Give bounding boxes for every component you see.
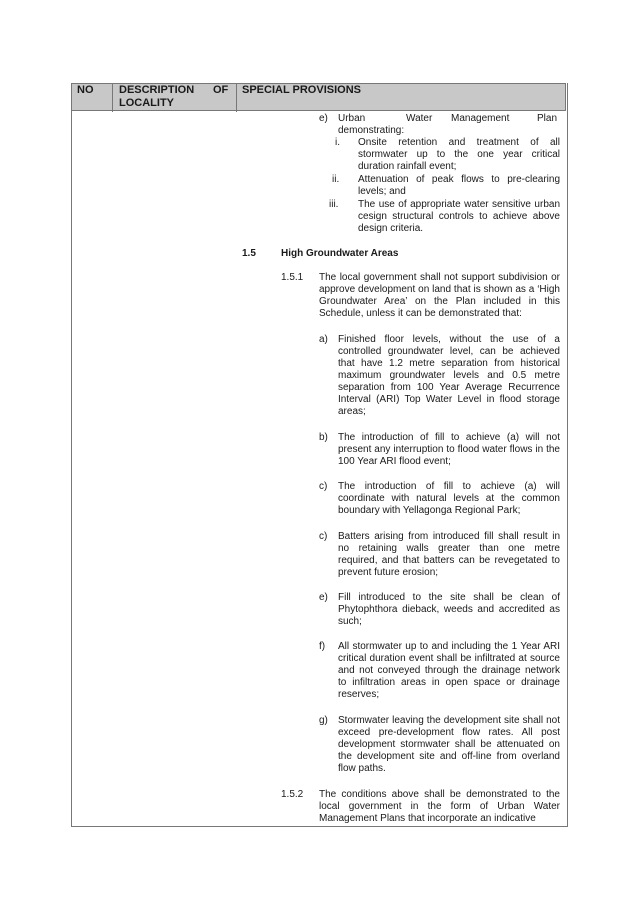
item-word: Plan — [537, 113, 558, 124]
item-text: Stormwater leaving the development site shall not exceed pre-development flow rates. All post development stormwater shall be attenuated on the development site and off-line from overland flow paths. — [338, 715, 560, 774]
item-text: All stormwater up to and including the 1 Year ARI critical duration event shall be infiltrated at source and not conveyed through the drainage network to infiltration areas in open space or drainage reserves; — [338, 641, 560, 700]
subitem-label: ii. — [332, 174, 340, 185]
item-text: demonstrating: — [338, 125, 405, 136]
item-label: e) — [319, 113, 328, 124]
section-title: High Groundwater Areas — [281, 248, 399, 259]
column-divider — [236, 83, 237, 112]
clause-number: 1.5.1 — [281, 272, 304, 283]
header-locality: LOCALITY — [119, 97, 174, 109]
header-special-provisions: SPECIAL PROVISIONS — [242, 84, 361, 96]
subitem-text: The use of appropriate water sensitive urban cesign structural controls to achieve above design criteria. — [358, 199, 560, 234]
header-no: NO — [77, 84, 94, 96]
subitem-text: Onsite retention and treatment of all stormwater up to the one year critical duration rainfall event; — [358, 137, 560, 172]
item-text: Finished floor levels, without the use of a controlled groundwater level, can be achieved that have 1.2 metre separation from historical maximum groundwater levels and 0.5 metre separation from 100 Year Average Recurrence Interval (ARI) Top Water Level in flood storage areas; — [338, 334, 560, 417]
item-label: c) — [319, 481, 328, 492]
item-text: The introduction of fill to achieve (a) will coordinate with natural levels at the common boundary with Yellagonga Regional Park; — [338, 481, 560, 516]
header-description: DESCRIPTION — [119, 84, 195, 96]
item-text: Fill introduced to the site shall be clean of Phytophthora dieback, weeds and accredited as such; — [338, 592, 560, 627]
item-label: e) — [319, 592, 328, 603]
subitem-label: iii. — [329, 199, 339, 210]
item-word: Management — [451, 113, 510, 124]
item-word: Urban — [338, 113, 366, 124]
clause-text: The local government shall not support subdivision or approve development on land that is shown as a ‘High Groundwater Area’ on the Plan included in this Schedule, unless it can be demonstrated that: — [319, 272, 560, 319]
item-text: Batters arising from introduced fill shall result in no retaining walls greater than one metre required, and that batters can be revegetated to prevent future erosion; — [338, 531, 560, 578]
clause-number: 1.5.2 — [281, 789, 304, 800]
item-label: a) — [319, 334, 328, 345]
subitem-label: i. — [335, 137, 340, 148]
item-label: b) — [319, 432, 328, 443]
item-label: f) — [319, 641, 326, 652]
subitem-text: Attenuation of peak flows to pre-clearing levels; and — [358, 174, 560, 197]
item-word: Water — [406, 113, 433, 124]
column-divider — [112, 83, 113, 112]
clause-text: The conditions above shall be demonstrated to the local government in the form of Urban Water Management Plans that incorporate an indicative — [319, 789, 560, 824]
item-label: c) — [319, 531, 328, 542]
header-description-of: OF — [213, 84, 229, 96]
section-number: 1.5 — [242, 248, 256, 259]
item-label: g) — [319, 715, 328, 726]
item-text: The introduction of fill to achieve (a) will not present any interruption to flood water flows in the 100 Year ARI flood event; — [338, 432, 560, 467]
